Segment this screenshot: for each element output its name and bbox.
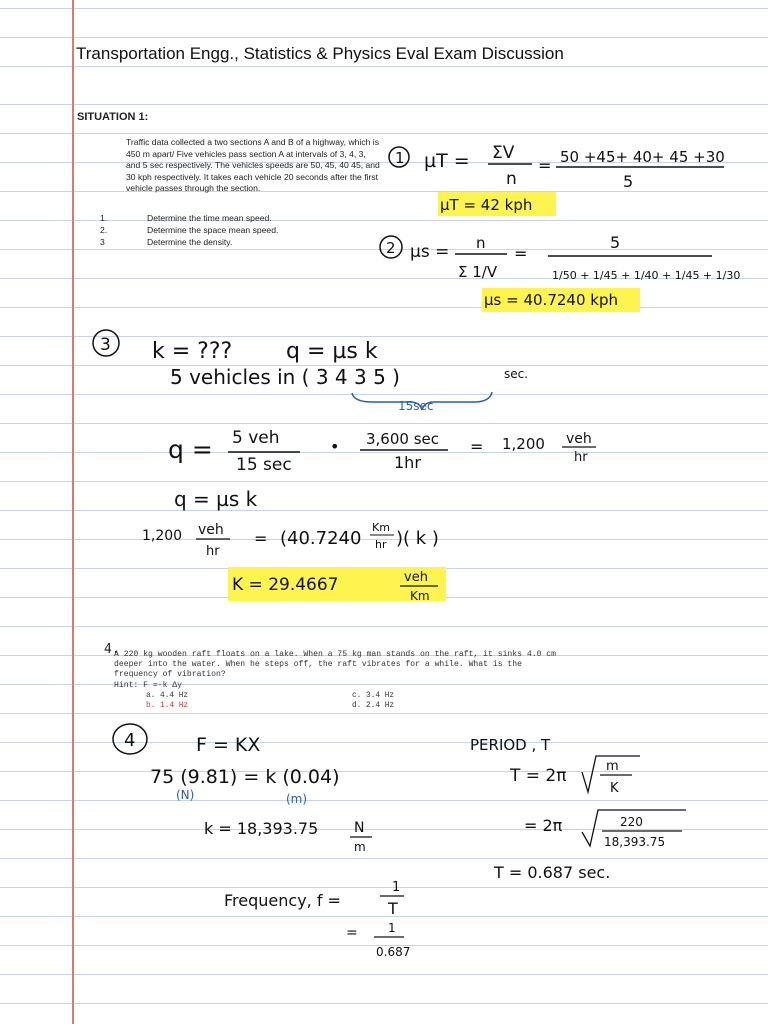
equals-sign-2: = xyxy=(514,244,528,263)
veh-unit: veh xyxy=(566,431,592,447)
problem-4-text: A 220 kg wooden raft floats on a lake. When a 75 kg man stands on the raft, it sinks 4.0 cm deeper into the water. When he steps off, the raft vibrates for a while. What is the frequency of vibration? Hint: F =-k Δy xyxy=(114,650,556,690)
q-big: q = xyxy=(168,435,213,464)
denominator-0687: 0.687 xyxy=(376,945,411,959)
k-denominator: K xyxy=(610,781,619,796)
f-equals-kx: F = KX xyxy=(196,734,261,756)
force-equation: 75 (9.81) = k (0.04) xyxy=(150,766,340,788)
k-denominator-value: 18,393.75 xyxy=(604,835,666,849)
k-result: K = 29.4667 xyxy=(232,575,339,595)
task-item: 3 Determine the density. xyxy=(100,237,233,247)
n-denominator: n xyxy=(506,169,517,189)
rhs-k: )( k ) xyxy=(396,528,439,549)
rhs-km: Km xyxy=(372,521,390,534)
us-result: µs = 40.7240 kph xyxy=(484,291,618,309)
five-veh: 5 veh xyxy=(232,428,280,448)
mass-220: 220 xyxy=(620,815,643,829)
multiply-dot: • xyxy=(330,437,340,456)
one-hr: 1hr xyxy=(394,453,421,472)
lhs-hr: hr xyxy=(206,544,220,559)
sum-inverse: Σ 1/V xyxy=(458,263,498,281)
one-numerator-2: 1 xyxy=(388,921,396,935)
task-item: 1. Determine the time mean speed. xyxy=(100,213,272,223)
ut-sum: 50 +45+ 40+ 45 +30 xyxy=(560,148,725,166)
total-15-sec: 15sec xyxy=(398,399,434,413)
rhs-hr: hr xyxy=(375,538,387,551)
one-numerator: 1 xyxy=(392,880,401,895)
lhs-1200: 1,200 xyxy=(142,528,183,544)
sum-v: ΣV xyxy=(492,143,515,163)
n-numerator: n xyxy=(476,234,486,252)
equals-5: = xyxy=(346,925,358,941)
choice-a: a. 4.4 Hz xyxy=(146,692,189,700)
situation-heading: SITUATION 1: xyxy=(77,111,149,123)
ut-result: µT = 42 kph xyxy=(440,196,533,214)
sec-label: sec. xyxy=(504,367,529,381)
k-veh: veh xyxy=(404,570,428,585)
problem-4-hint: Hint: F =-k Δy xyxy=(114,680,182,690)
choice-d: d. 2.4 Hz xyxy=(352,702,395,710)
equals-3: = xyxy=(470,437,484,456)
equals-sign: = xyxy=(538,156,552,175)
frequency-label: Frequency, f = xyxy=(224,891,341,910)
q-equation: q = µs k xyxy=(286,339,378,364)
circle-2-number: 2 xyxy=(386,239,396,257)
task-item: 2. Determine the space mean speed. xyxy=(100,225,279,235)
problem-1-text: Traffic data collected a two sections A and B of a highway, which is 450 m apart/ Five vehicles pass section A at intervals of 3, 4, 3, and 5 sec respectively. The vehicles speeds are 50, 45, 40 45, and 30 kph respectively. It takes each vehicle 20 seconds after the first vehicle passes through the section. xyxy=(126,137,380,193)
rhs-speed: (40.7240 xyxy=(280,528,362,549)
k-value: k = 18,393.75 xyxy=(204,819,319,838)
t-equation: T = 2π xyxy=(510,766,567,786)
choice-b: b. 1.4 Hz xyxy=(146,702,189,710)
k-unknown: k = ??? xyxy=(152,339,233,364)
choice-c: c. 3.4 Hz xyxy=(352,692,395,700)
five-denominator: 5 xyxy=(623,172,634,191)
period-label: PERIOD , T xyxy=(470,736,551,754)
q-1200: 1,200 xyxy=(502,435,545,453)
lhs-veh: veh xyxy=(198,522,224,538)
us-denominator: 1/50 + 1/45 + 1/40 + 1/45 + 1/30 xyxy=(552,269,741,282)
unit-newton: N xyxy=(354,820,365,836)
equals-4: = xyxy=(254,529,268,548)
circle-1-number: 1 xyxy=(395,149,405,167)
t-denominator: T xyxy=(388,899,398,918)
ut-lhs: µT = xyxy=(424,150,470,172)
page-title: Transportation Engg., Statistics & Physics Eval Exam Discussion xyxy=(76,44,564,63)
m-numerator: m xyxy=(606,759,619,774)
fifteen-sec: 15 sec xyxy=(236,455,292,475)
five-numerator: 5 xyxy=(610,233,621,252)
hr-unit: hr xyxy=(574,450,588,465)
us-lhs: µs = xyxy=(410,242,450,262)
unit-meter: m xyxy=(354,840,366,854)
vehicles-intervals: 5 vehicles in ( 3 4 3 5 ) xyxy=(170,365,400,389)
problem-4-label: 4. xyxy=(104,642,120,657)
newton-label: (N) xyxy=(176,788,195,802)
circle-3-number: 3 xyxy=(100,335,111,355)
k-km: Km xyxy=(410,589,430,603)
t-equation-2: = 2π xyxy=(524,816,563,835)
sec-3600: 3,600 sec xyxy=(366,430,440,448)
period-result: T = 0.687 sec. xyxy=(494,863,611,882)
q-equation-2: q = µs k xyxy=(174,487,258,511)
meter-label: (m) xyxy=(286,792,308,806)
circle-4-number: 4 xyxy=(124,730,136,751)
